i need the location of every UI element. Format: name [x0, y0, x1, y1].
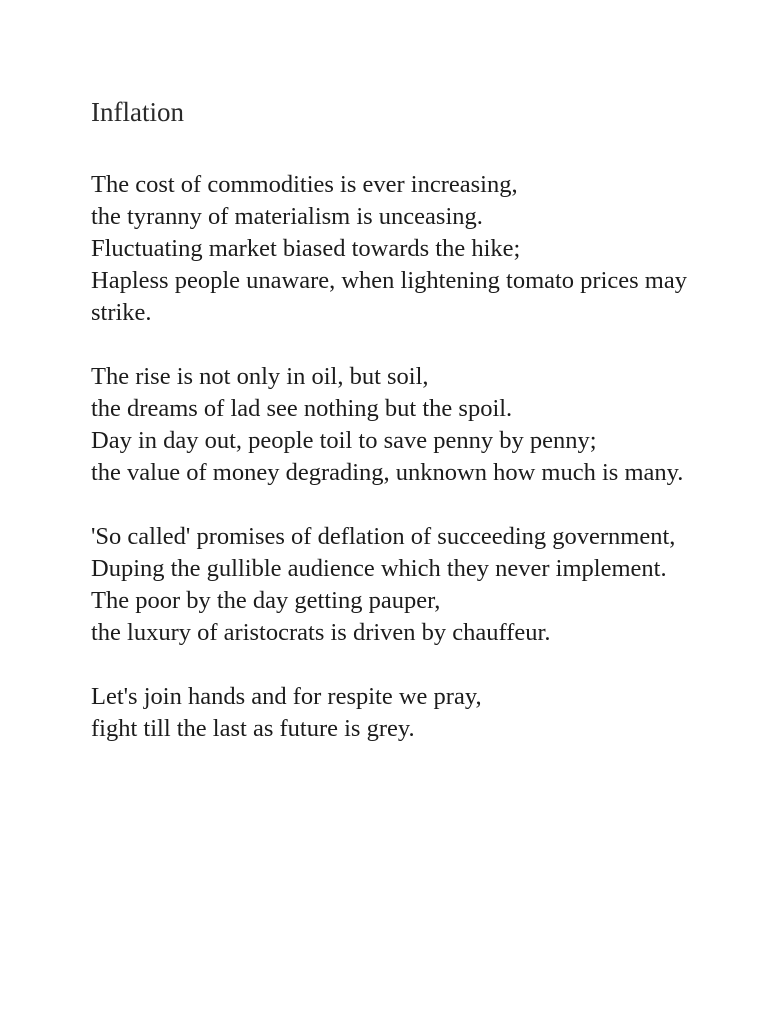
stanza-1 — [91, 169, 711, 329]
poem-title: Inflation — [91, 97, 184, 127]
poem-line: Hapless people unaware, when lightening tomato prices may strike. — [91, 267, 687, 326]
poem-line: the luxury of aristocrats is driven by chauffeur. — [91, 619, 551, 646]
poem-line: 'So called' promises of deflation of succeeding government, — [91, 523, 676, 550]
stanza-4 — [91, 681, 711, 745]
poem-line: fight till the last as future is grey. — [91, 715, 415, 742]
poem-page — [91, 94, 711, 777]
poem-line: Fluctuating market biased towards the hike; — [91, 235, 521, 262]
stanza-3 — [91, 521, 711, 649]
stanza-2 — [91, 361, 711, 489]
poem-line: Day in day out, people toil to save penny by penny; — [91, 427, 597, 454]
poem-line: the dreams of lad see nothing but the spoil. — [91, 395, 513, 422]
poem-line: Duping the gullible audience which they never implement. — [91, 555, 667, 582]
poem-line: The rise is not only in oil, but soil, — [91, 363, 429, 390]
poem-line: the tyranny of materialism is unceasing. — [91, 203, 483, 230]
poem-line: The cost of commodities is ever increasing, — [91, 171, 518, 198]
poem-line: the value of money degrading, unknown how much is many. — [91, 459, 684, 486]
poem-line: Let's join hands and for respite we pray, — [91, 683, 482, 710]
poem-line: The poor by the day getting pauper, — [91, 587, 441, 614]
